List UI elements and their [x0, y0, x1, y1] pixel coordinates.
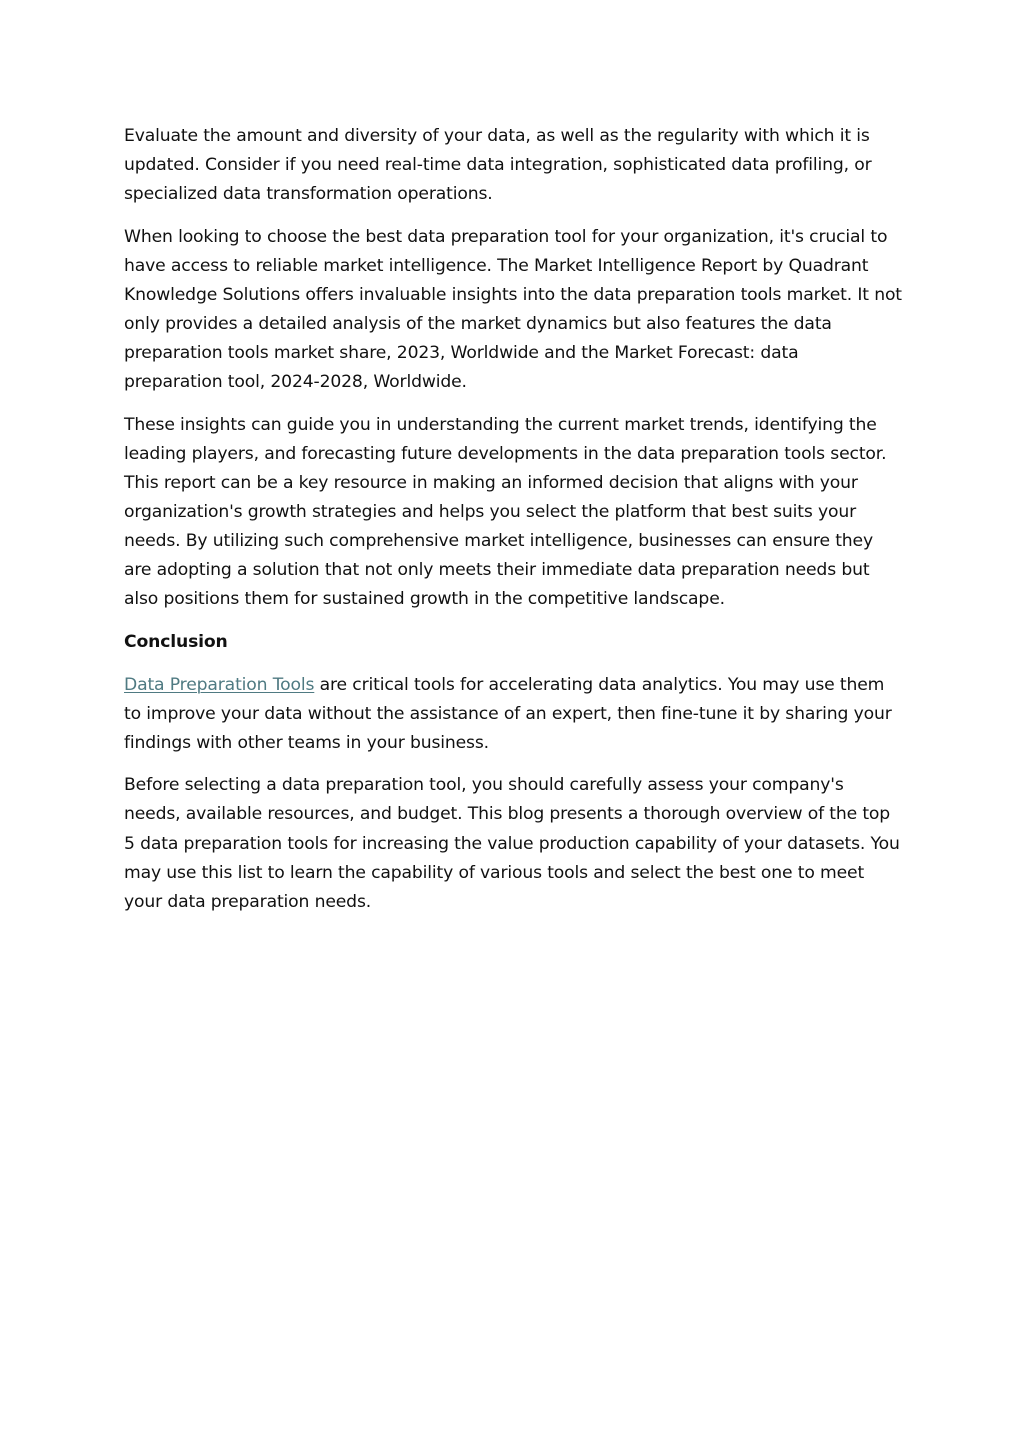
document-body — [124, 122, 902, 930]
paragraph-conclusion — [124, 671, 902, 758]
paragraph-data-evaluation: Evaluate the amount and diversity of your data, as well as the regularity with which it is updated. Consider if you need real-time data integration, sophisticated data profiling, or specialized data transformation operations. — [124, 126, 872, 205]
paragraph-market-intelligence: When looking to choose the best data preparation tool for your organization, it's crucial to have access to reliable market intelligence. The Market Intelligence Report by Quadrant Knowledge Solutions offers invaluable insights into the data preparation tools market. It not only provides a detailed analysis of the market dynamics but also features the data preparation tools market share, 2023, Worldwide and the Market Forecast: data preparation tool, 2024-2028, Worldwide. — [124, 226, 902, 393]
paragraph-final: Before selecting a data preparation tool, you should carefully assess your company's needs, available resources, and budget. This blog presents a thorough overview of the top 5 data preparation tools for increasing the value production capability of your datasets. You may use this list to learn the capability of various tools and select the best one to meet your data preparation needs. — [124, 775, 900, 912]
data-preparation-tools-link[interactable]: Data Preparation Tools — [124, 674, 315, 695]
conclusion-text: are critical tools for accelerating data analytics. You may use them to improve your data without the assistance of an expert, then fine-tune it by sharing your findings with other teams in your business. — [124, 674, 892, 753]
conclusion-heading: Conclusion — [124, 632, 228, 652]
paragraph-insights: These insights can guide you in understanding the current market trends, identifying the leading players, and forecasting future developments in the data preparation tools sector. This report can be a key resource in making an informed decision that aligns with your organization's growth strategies and helps you select the platform that best suits your needs. By utilizing such comprehensive market intelligence, businesses can ensure they are adopting a solution that not only meets their immediate data preparation needs but also positions them for sustained growth in the competitive landscape. — [124, 414, 887, 610]
